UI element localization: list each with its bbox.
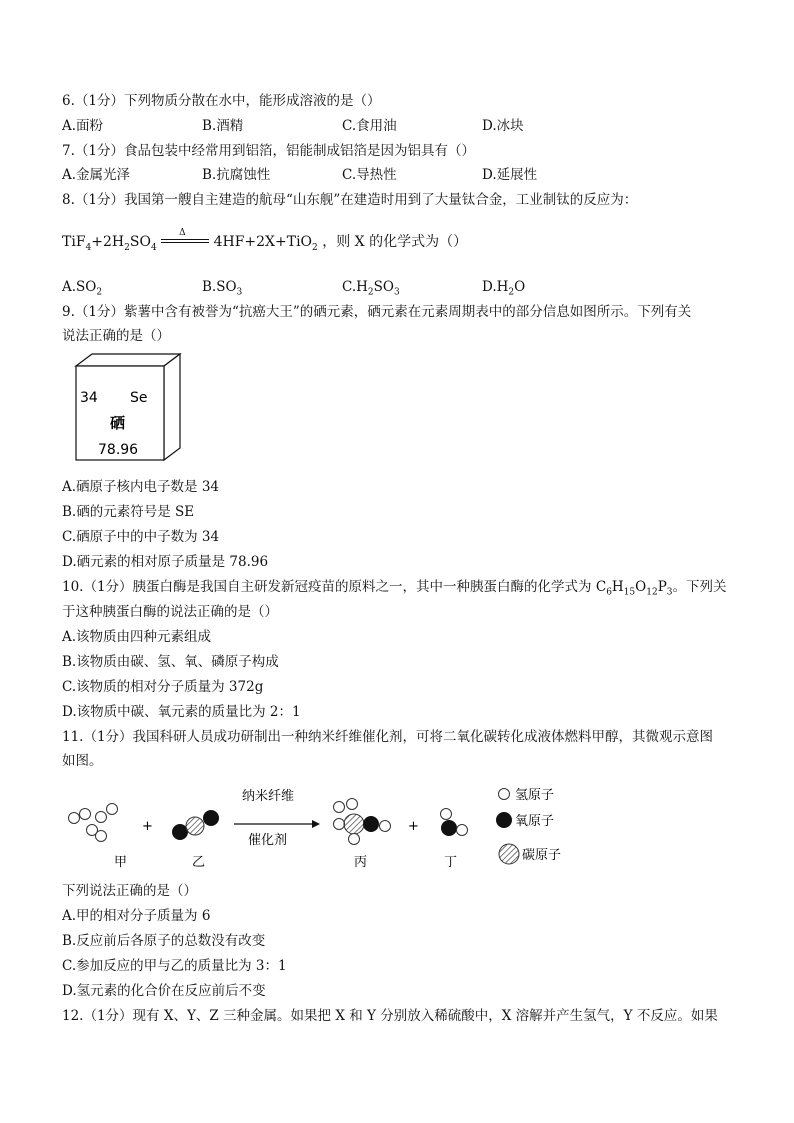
atomic-mass: 78.96 xyxy=(98,442,139,458)
heat-condition: Δ xyxy=(179,228,186,238)
question-6-stem: 6.（1分）下列物质分散在水中，能形成溶液的是（） xyxy=(62,93,381,109)
option-c: $C.H_2SO_3$ xyxy=(342,279,400,298)
legend-hydrogen: 氢原子 xyxy=(515,788,555,803)
option-a: $A.SO_2$ xyxy=(62,279,103,298)
option-a: A.金属光泽 xyxy=(62,167,131,183)
catalyst-label-line2: 催化剂 xyxy=(248,833,288,848)
question-9-option-a: A.硒原子核内电子数是 34 xyxy=(62,479,220,495)
question-9-stem-line2: 说法正确的是（） xyxy=(62,328,170,344)
equation-tail: ，则 X 的化学式为（） xyxy=(322,234,468,250)
option-d: D.冰块 xyxy=(482,118,524,134)
question-7-options xyxy=(62,166,762,184)
element-symbol: Se xyxy=(130,390,148,406)
equation-left: $TiF_4+2H_2SO_4$ xyxy=(62,234,157,253)
product-bing-methanol-molecule xyxy=(334,799,391,845)
option-a: A.面粉 xyxy=(62,118,104,134)
question-12-stem-line1: 12.（1分）现有 X、Y、Z 三种金属。如果把 X 和 Y 分别放入稀硫酸中，X 溶解并产生氢气，Y 不反应。如果 xyxy=(62,1008,718,1024)
label-ding: 丁 xyxy=(444,855,458,870)
question-10-option-b: B.该物质由碳、氢、氧、磷原子构成 xyxy=(62,654,279,670)
question-10-option-d: D.该物质中碳、氧元素的质量比为 2：1 xyxy=(62,704,301,720)
question-10-stem-line2: 于这种胰蛋白酶的说法正确的是（） xyxy=(62,604,278,620)
reaction-micro-diagram xyxy=(62,780,702,874)
question-8-options xyxy=(62,278,762,296)
label-yi: 乙 xyxy=(192,855,206,870)
element-name: 硒 xyxy=(110,414,126,432)
legend xyxy=(496,788,561,864)
option-c: C.导热性 xyxy=(342,167,397,183)
question-11-stem-line3: 下列说法正确的是（） xyxy=(62,883,197,899)
question-8-stem: 8.（1分）我国第一艘自主建造的航母“山东舰”在建造时用到了大量钛合金，工业制钛的反应为： xyxy=(62,192,638,208)
question-11-option-b: B.反应前后各原子的总数没有改变 xyxy=(62,933,266,949)
equation-right: 4HF+2X+TiO$_2$ xyxy=(213,234,318,253)
reaction-arrow xyxy=(161,228,209,249)
question-6-options xyxy=(62,117,762,135)
periodic-table-cell xyxy=(70,352,186,468)
question-11-option-c: C.参加反应的甲与乙的质量比为 3：1 xyxy=(62,958,287,974)
question-9-stem-line1: 9.（1分）紫薯中含有被誉为“抗癌大王”的硒元素，硒元素在元素周期表中的部分信息如图所示。下列有关 xyxy=(62,304,692,320)
question-10-option-c: C.该物质的相对分子质量为 372g xyxy=(62,679,264,695)
option-b: B.抗腐蚀性 xyxy=(202,167,271,183)
reaction-arrow-head xyxy=(312,820,320,828)
question-10-stem-line1: 10.（1分）胰蛋白酶是我国自主研发新冠疫苗的原料之一，其中一种胰蛋白酶的化学式为 $C_6H_{15}O_{12}P_3$。下列关 xyxy=(62,579,727,598)
question-11-option-a: A.甲的相对分子质量为 6 xyxy=(62,908,211,924)
option-c: C.食用油 xyxy=(342,118,397,134)
product-ding-water-molecule xyxy=(441,809,468,837)
option-d: D.延展性 xyxy=(482,167,538,183)
label-bing: 丙 xyxy=(354,855,368,870)
legend-oxygen: 氧原子 xyxy=(515,814,555,829)
option-b: $B.SO_3$ xyxy=(202,279,243,298)
reactant-jia-h2-molecules xyxy=(69,804,118,842)
chemical-equation xyxy=(62,228,468,258)
reactant-yi-co2-molecule xyxy=(172,810,219,840)
atomic-number: 34 xyxy=(80,390,98,406)
question-9-option-d: D.硒元素的相对原子质量是 78.96 xyxy=(62,554,269,570)
option-d: $D.H_2O$ xyxy=(482,279,526,298)
legend-carbon: 碳原子 xyxy=(522,848,562,863)
question-9-option-b: B.硒的元素符号是 SE xyxy=(62,504,195,520)
question-10-option-a: A.该物质由四种元素组成 xyxy=(62,629,212,645)
plus-sign-2: + xyxy=(408,819,419,834)
question-7-stem: 7.（1分）食品包装中经常用到铝箔，铝能制成铝箔是因为铝具有（） xyxy=(62,143,475,159)
label-jia: 甲 xyxy=(114,855,128,870)
question-9-option-c: C.硒原子中的中子数为 34 xyxy=(62,529,220,545)
option-b: B.酒精 xyxy=(202,118,244,134)
plus-sign: + xyxy=(142,819,153,834)
question-11-stem-line2: 如图。 xyxy=(62,753,103,769)
question-11-stem-line1: 11.（1分）我国科研人员成功研制出一种纳米纤维催化剂，可将二氧化碳转化成液体燃料甲醇，其微观示意图 xyxy=(62,729,714,745)
question-11-option-d: D.氢元素的化合价在反应前后不变 xyxy=(62,983,266,999)
catalyst-label-line1: 纳米纤维 xyxy=(242,789,295,804)
